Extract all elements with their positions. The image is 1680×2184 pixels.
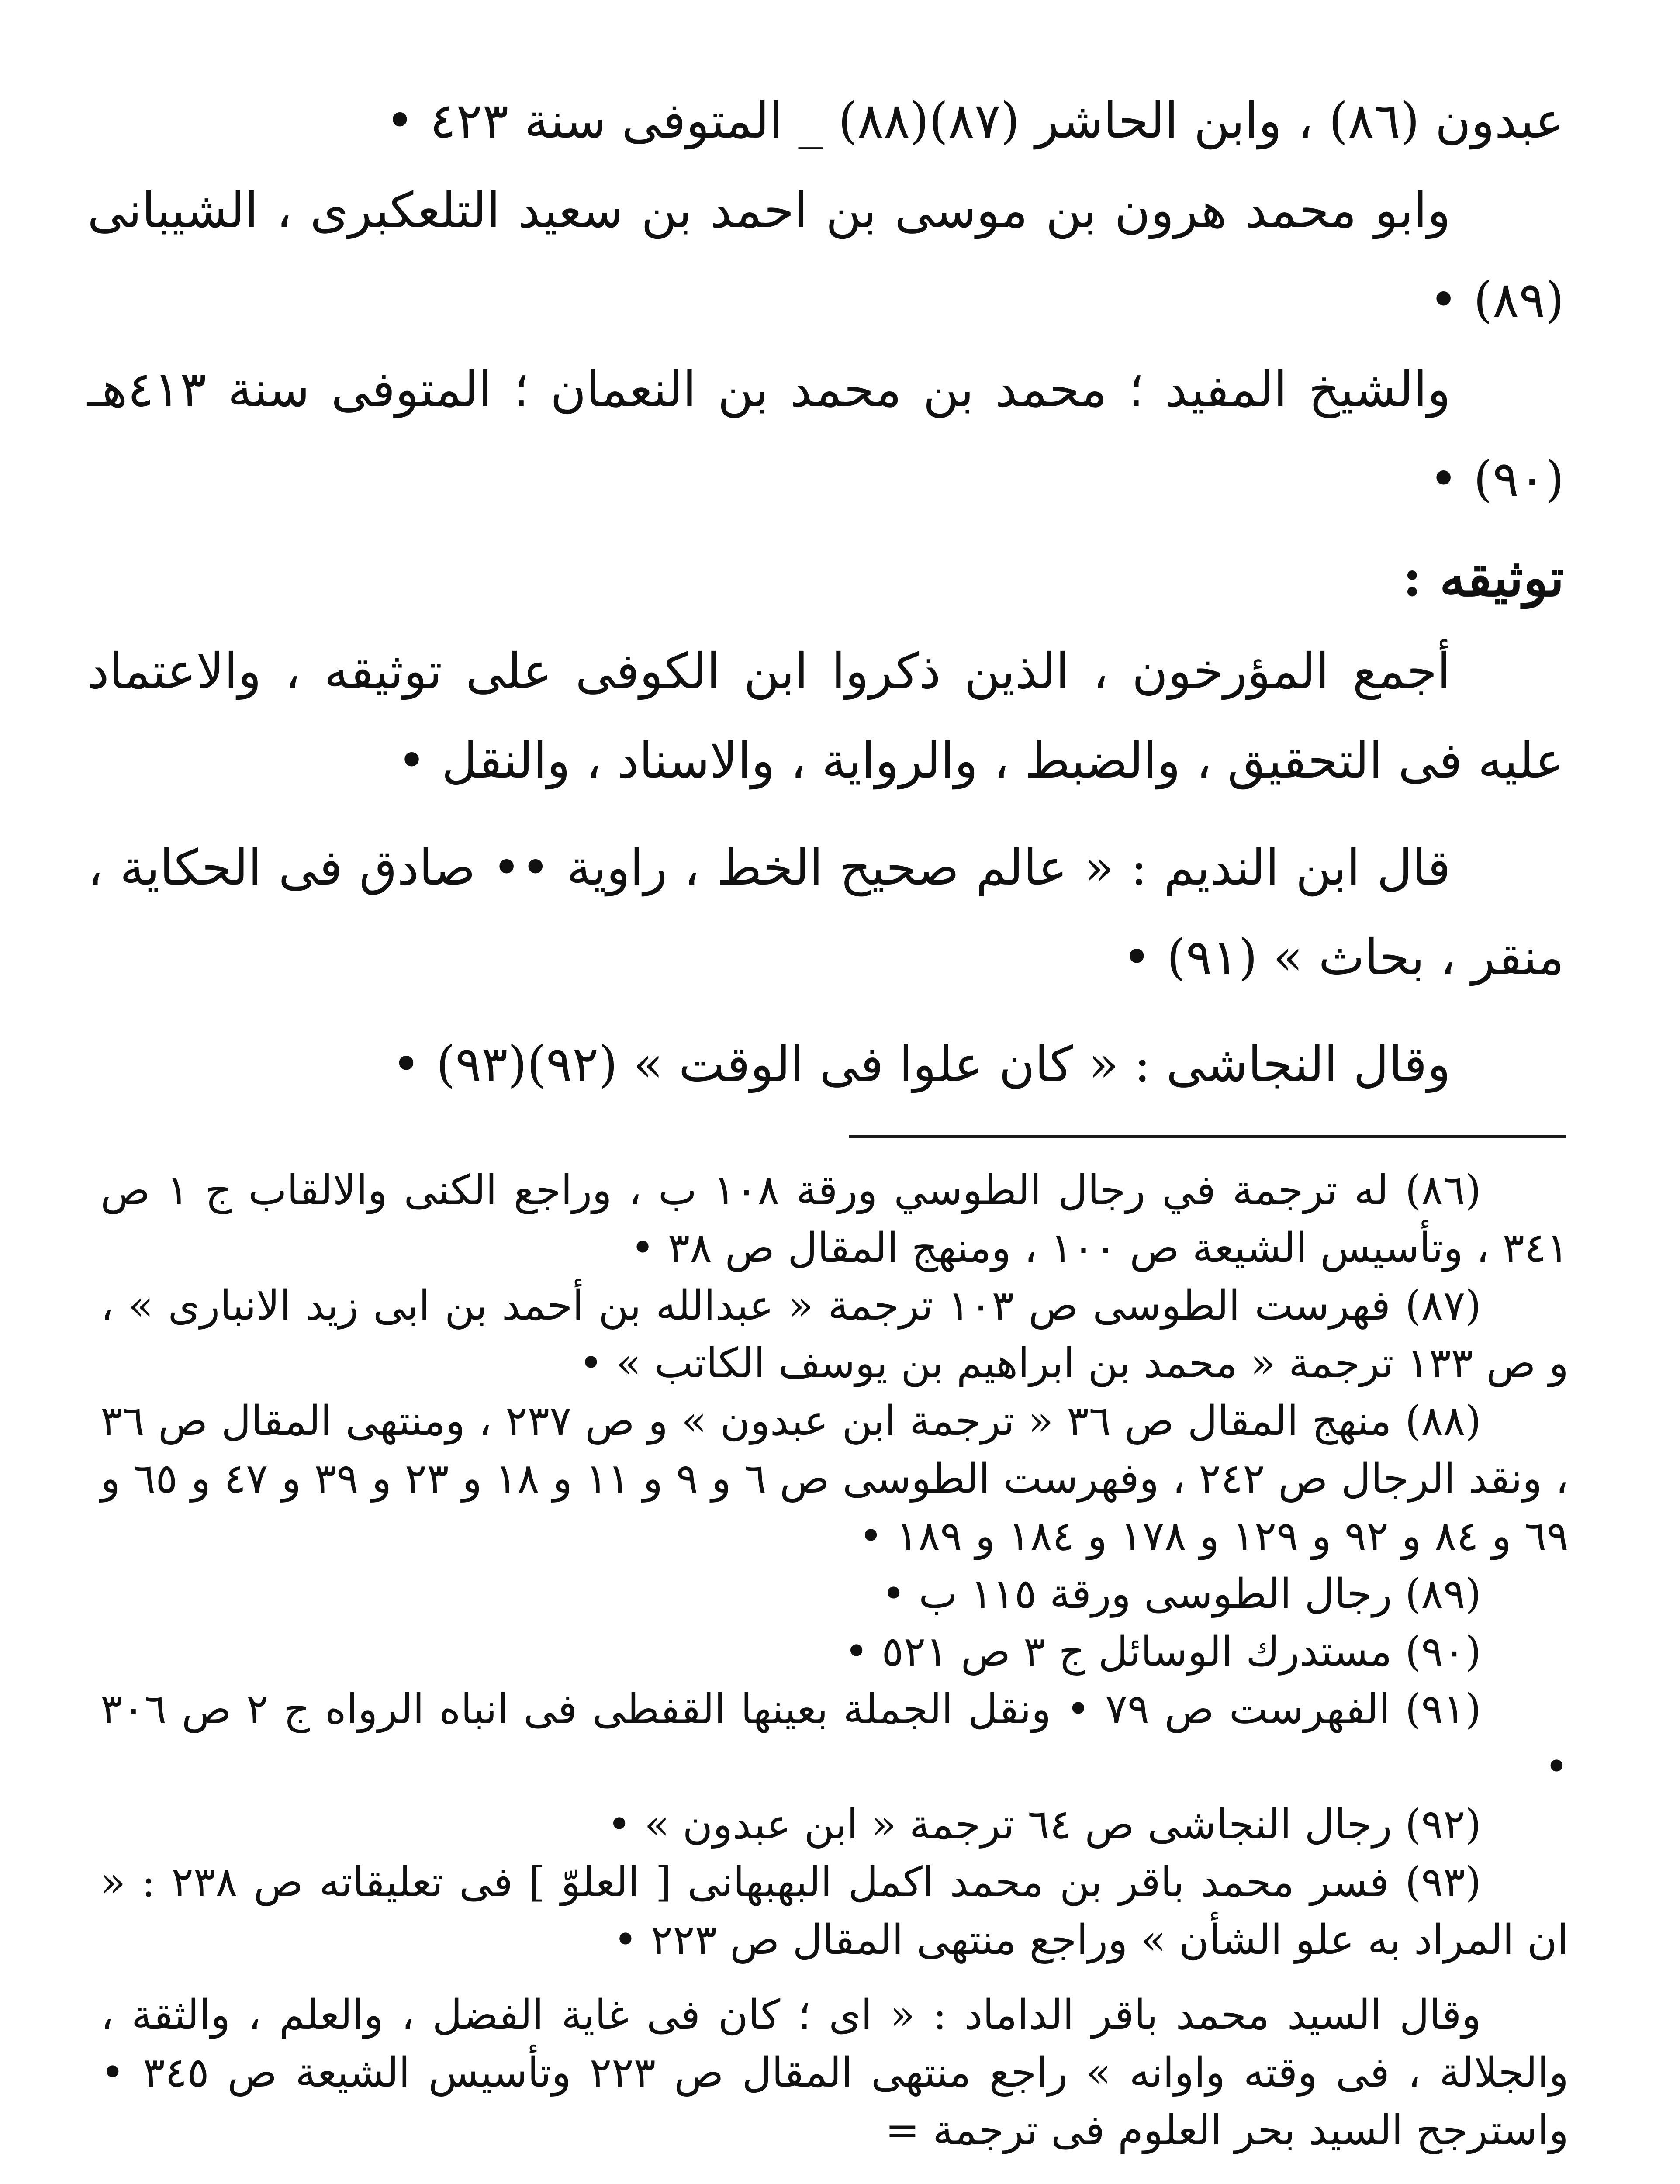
paragraph-ibn-nadim: قال ابن النديم : « عالم صحيح الخط ، راوية •• صادق فى الحكاية ، منقر ، بحاث » (٩١) • [87,840,1564,986]
paragraph-consensus: أجمع المؤرخون ، الذين ذكروا ابن الكوفى على توثيقه ، والاعتماد عليه فى التحقيق ، والضبط ، والرواية ، والاسناد ، والنقل • [87,643,1564,789]
footnote-93: (٩٣) فسر محمد باقر بن محمد اكمل البهبهانى [ العلوّ ] فى تعليقاته ص ٢٣٨ : « ان المراد به علو الشأن » وراجع منتهى المقال ص ٢٢٣ • [100,1859,1569,1964]
footnotes [100,1162,1569,2160]
main-text [87,76,1564,1109]
footnote-continuation: وقال السيد محمد باقر الداماد : « اى ؛ كان فى غاية الفضل ، والعلم ، والثقة ، والجلالة ، فى وقته واوانه » راجع منتهى المقال ص ٢٢٣ وتأسيس الشيعة ص ٣٤٥ • واسترجح السيد بحر العلوم فى ترجمة = [100,1991,1569,2154]
footnote-91: (٩١) الفهرست ص ٧٩ • ونقل الجملة بعينها القفطى فى انباه الرواه ج ٢ ص ٣٠٦ • [100,1686,1569,1791]
paragraph-mufid: والشيخ المفيد ؛ محمد بن محمد بن النعمان ؛ المتوفى سنة ٤١٣هـ (٩٠) • [87,361,1564,508]
footnote-separator [849,1135,1566,1138]
paragraph-continuation: عبدون (٨٦) ، وابن الحاشر (٨٧)(٨٨) _ المتوفى سنة ٤٢٣ • [385,93,1564,149]
footnote-88: (٨٨) منهج المقال ص ٣٦ « ترجمة ابن عبدون » و ص ٢٣٧ ، ومنتهى المقال ص ٣٦ ، ونقد الرجال ص ٢٤٢ ، وفهرست الطوسى ص ٦ و ٩ و ١١ و ١٨ و ٢٣ و ٣٩ و ٤٧ و ٦٥ و ٦٩ و ٨٤ و ٩٢ و ١٢٩ و ١٧٨ و ١٨٤ و ١٨٩ • [100,1397,1569,1560]
footnote-90: (٩٠) مستدرك الوسائل ج ٣ ص ٥٢١ • [844,1628,1481,1676]
footnote-89: (٨٩) رجال الطوسى ورقة ١١٥ ب • [881,1570,1481,1618]
paragraph-najashi: وقال النجاشى : « كان علوا فى الوقت » (٩٢)(٩٣) • [391,1036,1451,1093]
section-heading: توثيقه : [1403,547,1564,608]
footnote-86: (٨٦) له ترجمة في رجال الطوسي ورقة ١٠٨ ب ، وراجع الكنى والالقاب ج ١ ص ٣٤١ ، وتأسيس الشيعة ص ١٠٠ ، ومنهج المقال ص ٣٨ • [100,1167,1569,1272]
footnote-87: (٨٧) فهرست الطوسى ص ١٠٣ ترجمة « عبدالله بن أحمد بن ابى زيد الانبارى » ، و ص ١٣٣ ترجمة « محمد بن ابراهيم بن يوسف الكاتب » • [100,1282,1569,1387]
footnote-92: (٩٢) رجال النجاشى ص ٦٤ ترجمة « ابن عبدون » • [607,1801,1481,1849]
paragraph-talakbari: وابو محمد هرون بن موسى بن احمد بن سعيد التلعكبرى ، الشيبانى (٨٩) • [87,182,1564,328]
